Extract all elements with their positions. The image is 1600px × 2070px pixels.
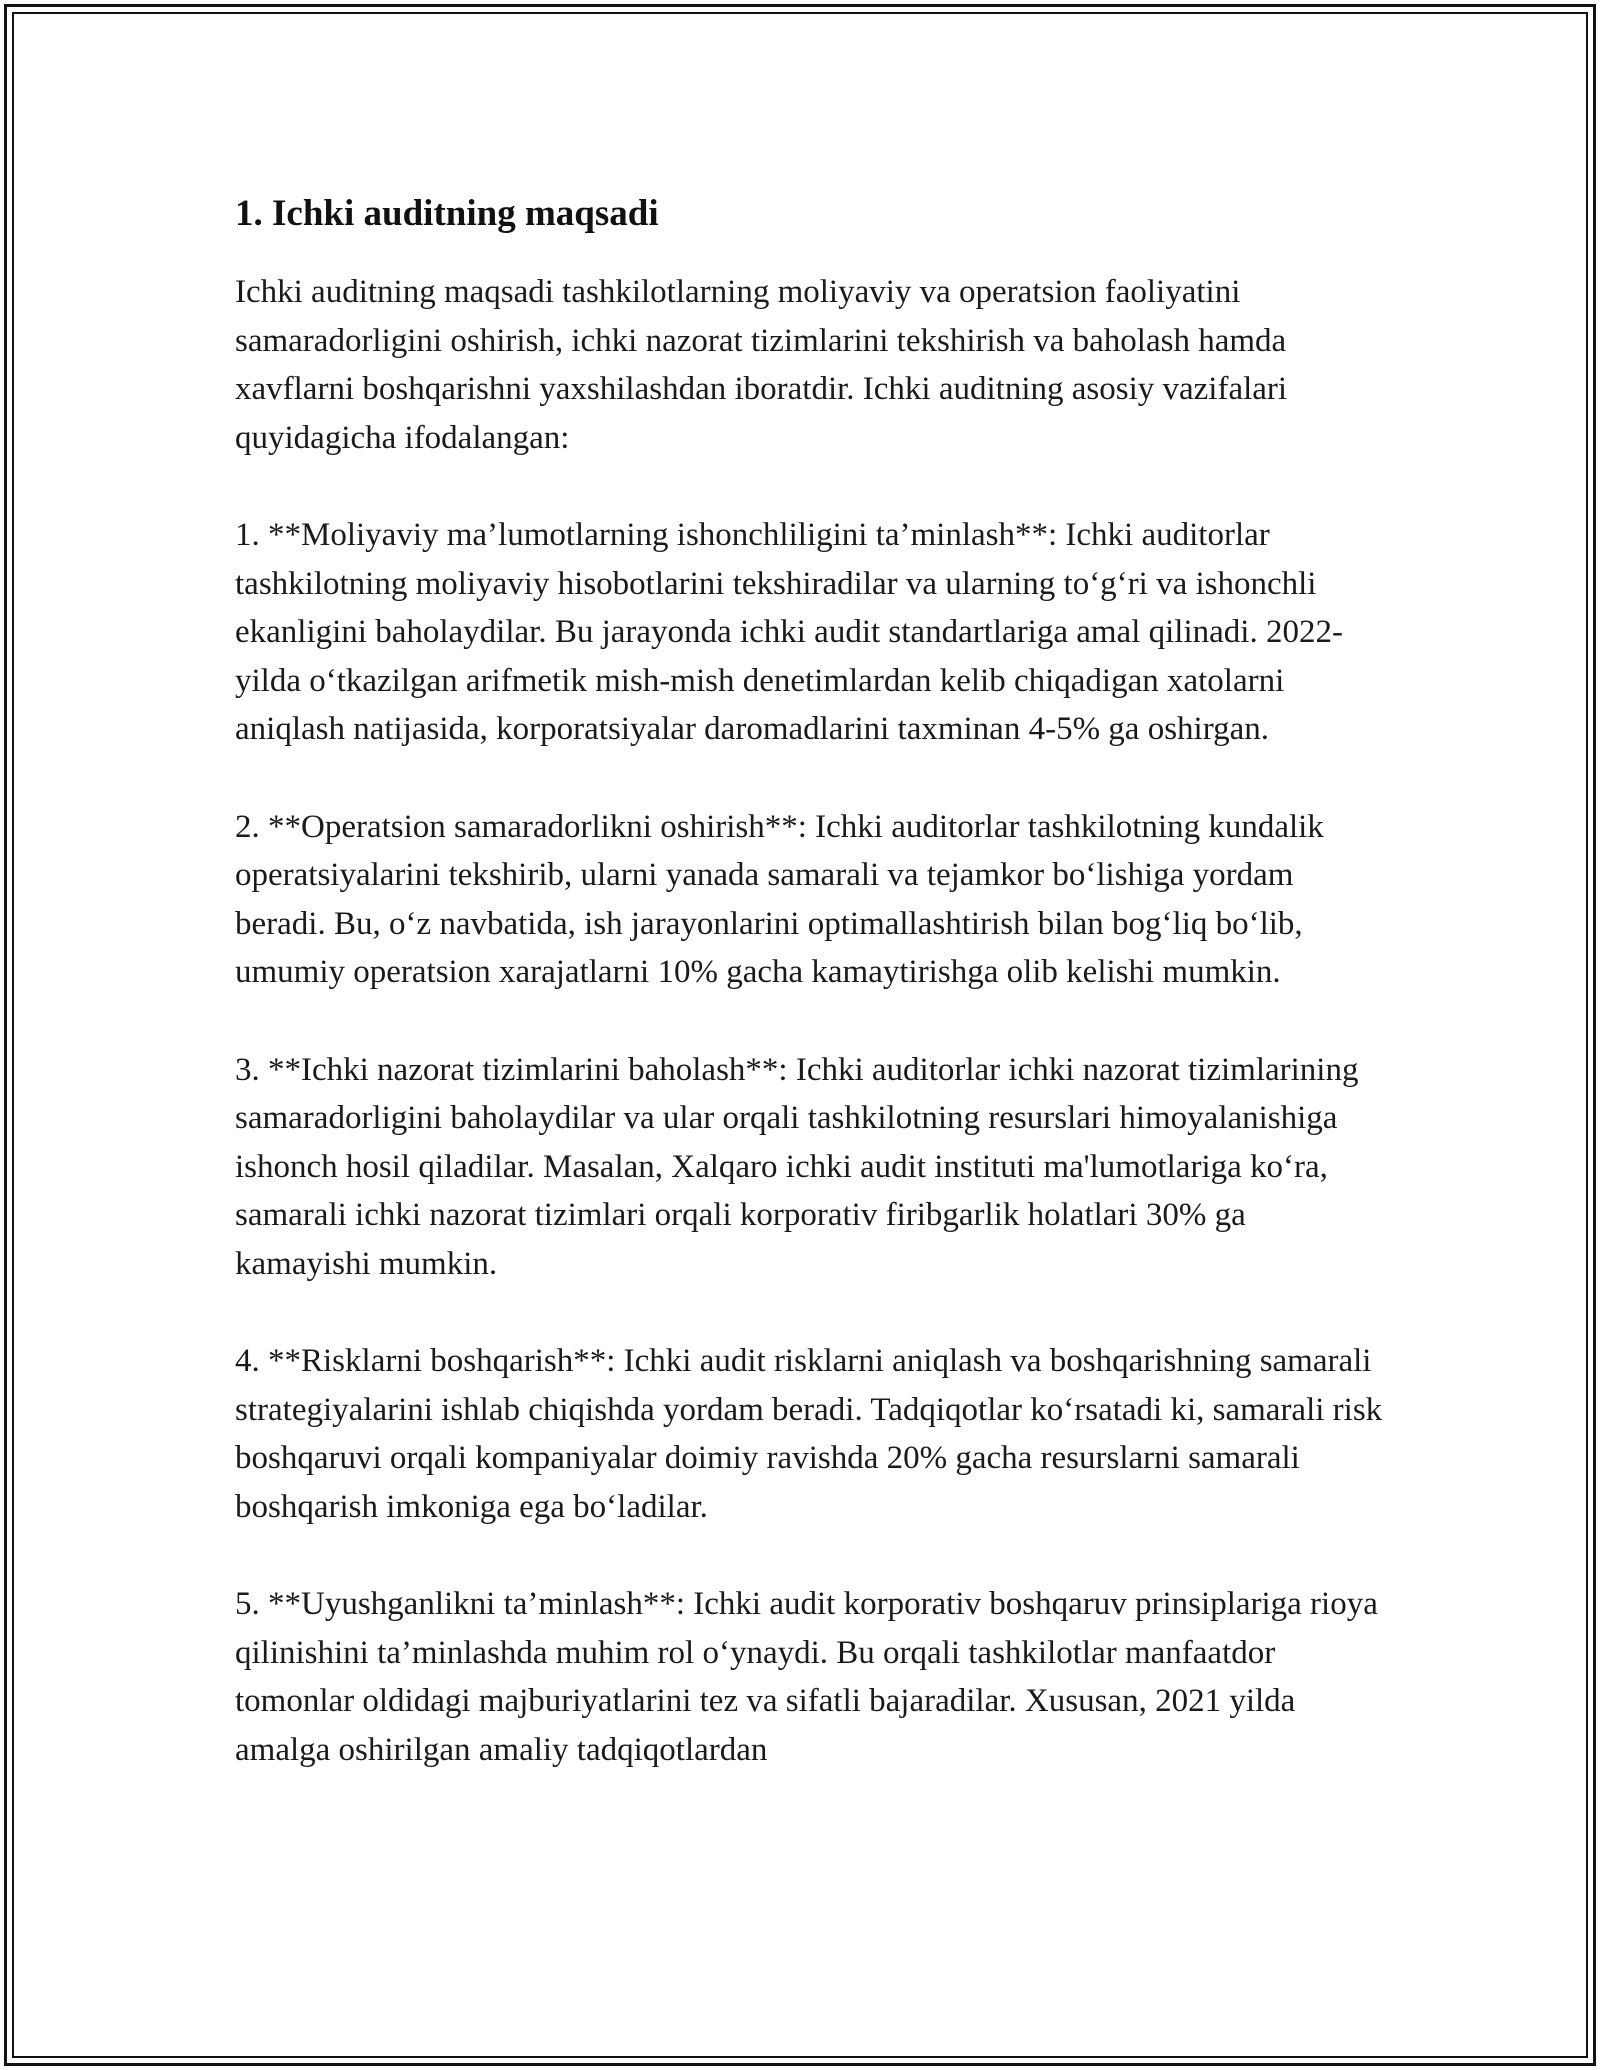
list-item-3: 3. **Ichki nazorat tizimlarini baholash**: Ichki auditorlar ichki nazorat tizimlarining samaradorligini baholaydilar va ular orqali tashkilotning resurslari himoyalanishiga ishonch hosil qiladilar. Masalan, Xalqaro ichki audit instituti ma'lumotlariga ko‘ra, samarali ichki nazorat tizimlari orqali korporativ firibgarlik holatlari 30% ga kamayishi mumkin.	[235, 1051, 1359, 1282]
list-item-4: 4. **Risklarni boshqarish**: Ichki audit risklarni aniqlash va boshqarishning samarali strategiyalarini ishlab chiqishda yordam beradi. Tadqiqotlar ko‘rsatadi ki, samarali risk boshqaruvi orqali kompaniyalar doimiy ravishda 20% gacha resurslarni samarali boshqarish imkoniga ega bo‘ladilar.	[235, 1343, 1383, 1525]
intro-paragraph: Ichki auditning maqsadi tashkilotlarning moliyaviy va operatsion faoliyatini samaradorligini oshirish, ichki nazorat tizimlarini tekshirish va baholash hamda xavflarni boshqarishni yaxshilashdan iboratdir. Ichki auditning asosiy vazifalari quyidagicha ifodalangan:	[235, 274, 1288, 456]
list-item-1: 1. **Moliyaviy ma’lumotlarning ishonchliligini ta’minlash**: Ichki auditorlar tashkilotning moliyaviy hisobotlarini tekshiradilar va ularning to‘g‘ri va ishonchli ekanligini baholaydilar. Bu jarayonda ichki audit standartlariga amal qilinadi. 2022-yilda o‘tkazilgan arifmetik mish-mish denetimlardan kelib chiqadigan xatolarni aniqlash natijasida, korporatsiyalar daromadlarini taxminan 4-5% ga oshirgan.	[235, 517, 1343, 747]
document-body	[235, 190, 1385, 1823]
section-heading: 1. Ichki auditning maqsadi	[235, 193, 659, 234]
list-item-5: 5. **Uyushganlikni ta’minlash**: Ichki audit korporativ boshqaruv prinsiplariga rioya qilinishini ta’minlashda muhim rol o‘ynaydi. Bu orqali tashkilotlar manfaatdor tomonlar oldidagi majburiyatlarini tez va sifatli bajaradilar. Xususan, 2021 yilda amalga oshirilgan amaliy tadqiqotlardan	[235, 1586, 1378, 1768]
list-item-2: 2. **Operatsion samaradorlikni oshirish**: Ichki auditorlar tashkilotning kundalik operatsiyalarini tekshirib, ularni yanada samarali va tejamkor bo‘lishiga yordam beradi. Bu, o‘z navbatida, ish jarayonlarini optimallashtirish bilan bog‘liq bo‘lib, umumiy operatsion xarajatlarni 10% gacha kamaytirishga olib kelishi mumkin.	[235, 808, 1324, 990]
